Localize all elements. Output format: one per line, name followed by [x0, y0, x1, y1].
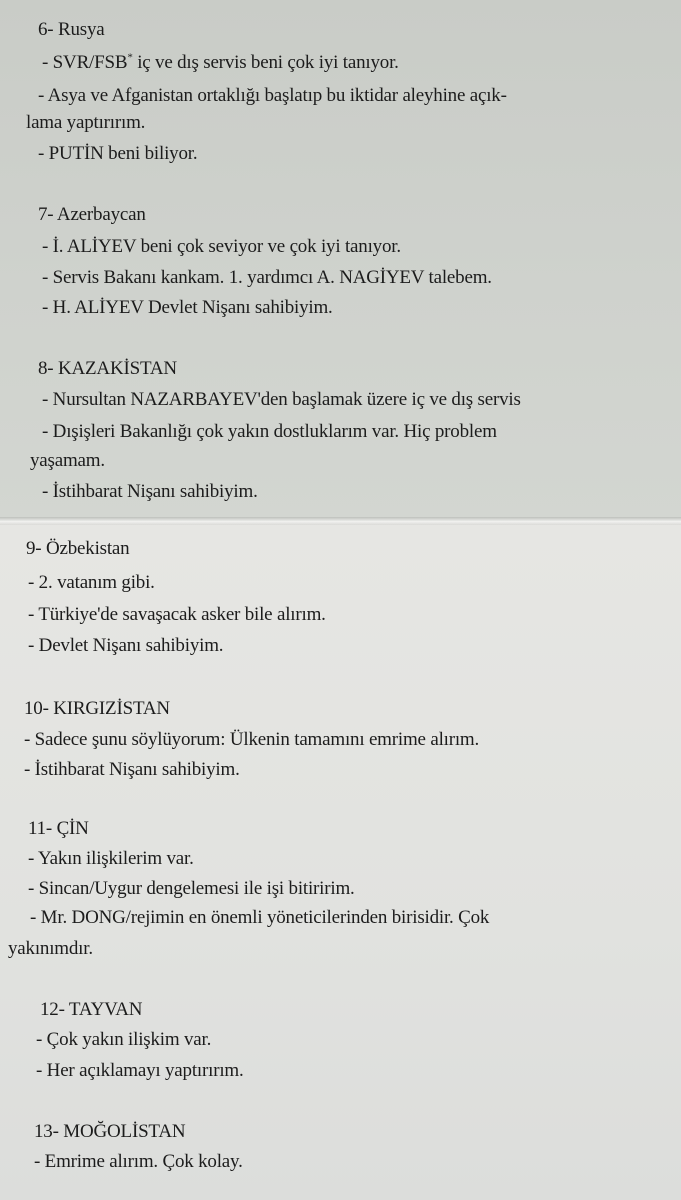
- section-line: - Her açıklamayı yaptırırım.: [36, 1060, 244, 1081]
- section-line: - Mr. DONG/rejimin en önemli yöneticilerinden birisidir. Çok: [30, 907, 490, 928]
- section-line: - Dışişleri Bakanlığı çok yakın dostluklarım var. Hiç problem: [42, 421, 497, 442]
- section-line: - Yakın ilişkilerim var.: [28, 848, 194, 869]
- section-heading-kirgizistan: 10- KIRGIZİSTAN: [24, 698, 170, 719]
- section-line: yaşamam.: [30, 450, 105, 471]
- section-line: - PUTİN beni biliyor.: [38, 143, 198, 164]
- section-line: - Türkiye'de savaşacak asker bile alırım.: [28, 604, 326, 625]
- section-line: - Servis Bakanı kankam. 1. yardımcı A. NAGİYEV talebem.: [42, 267, 492, 288]
- section-line: - 2. vatanım gibi.: [28, 572, 155, 593]
- section-line: - Emrime alırım. Çok kolay.: [34, 1151, 243, 1172]
- section-line: - H. ALİYEV Devlet Nişanı sahibiyim.: [42, 297, 333, 318]
- section-heading-mogolistan: 13- MOĞOLİSTAN: [34, 1121, 186, 1142]
- section-heading-tayvan: 12- TAYVAN: [40, 999, 143, 1020]
- section-line: - Devlet Nişanı sahibiyim.: [28, 635, 224, 656]
- section-heading-kazakistan: 8- KAZAKİSTAN: [38, 358, 177, 379]
- section-line: - Nursultan NAZARBAYEV'den başlamak üzere iç ve dış servis: [42, 389, 521, 410]
- section-heading-ozbekistan: 9- Özbekistan: [26, 538, 130, 559]
- section-line: - İstihbarat Nişanı sahibiyim.: [42, 481, 258, 502]
- section-line: - SVR/FSB* iç ve dış servis beni çok iyi tanıyor.: [42, 51, 399, 73]
- section-line: - Sincan/Uygur dengelemesi ile işi bitiririm.: [28, 878, 355, 899]
- section-line: - İ. ALİYEV beni çok seviyor ve çok iyi tanıyor.: [42, 236, 401, 257]
- section-line: lama yaptırırım.: [26, 112, 146, 133]
- page-seam: [0, 517, 681, 525]
- section-line: yakınımdır.: [8, 938, 93, 959]
- upper-page: [0, 0, 681, 521]
- section-heading-cin: 11- ÇİN: [28, 818, 89, 839]
- footnote-mark: *: [127, 51, 133, 64]
- section-line: - İstihbarat Nişanı sahibiyim.: [24, 759, 240, 780]
- lower-page: [0, 521, 681, 1200]
- section-line: - Asya ve Afganistan ortaklığı başlatıp bu iktidar aleyhine açık-: [38, 85, 507, 106]
- section-line: - Sadece şunu söylüyorum: Ülkenin tamamını emrime alırım.: [24, 729, 480, 750]
- section-heading-rusya: 6- Rusya: [38, 19, 105, 40]
- section-heading-azerbaycan: 7- Azerbaycan: [38, 204, 146, 225]
- section-line: - Çok yakın ilişkim var.: [36, 1029, 212, 1050]
